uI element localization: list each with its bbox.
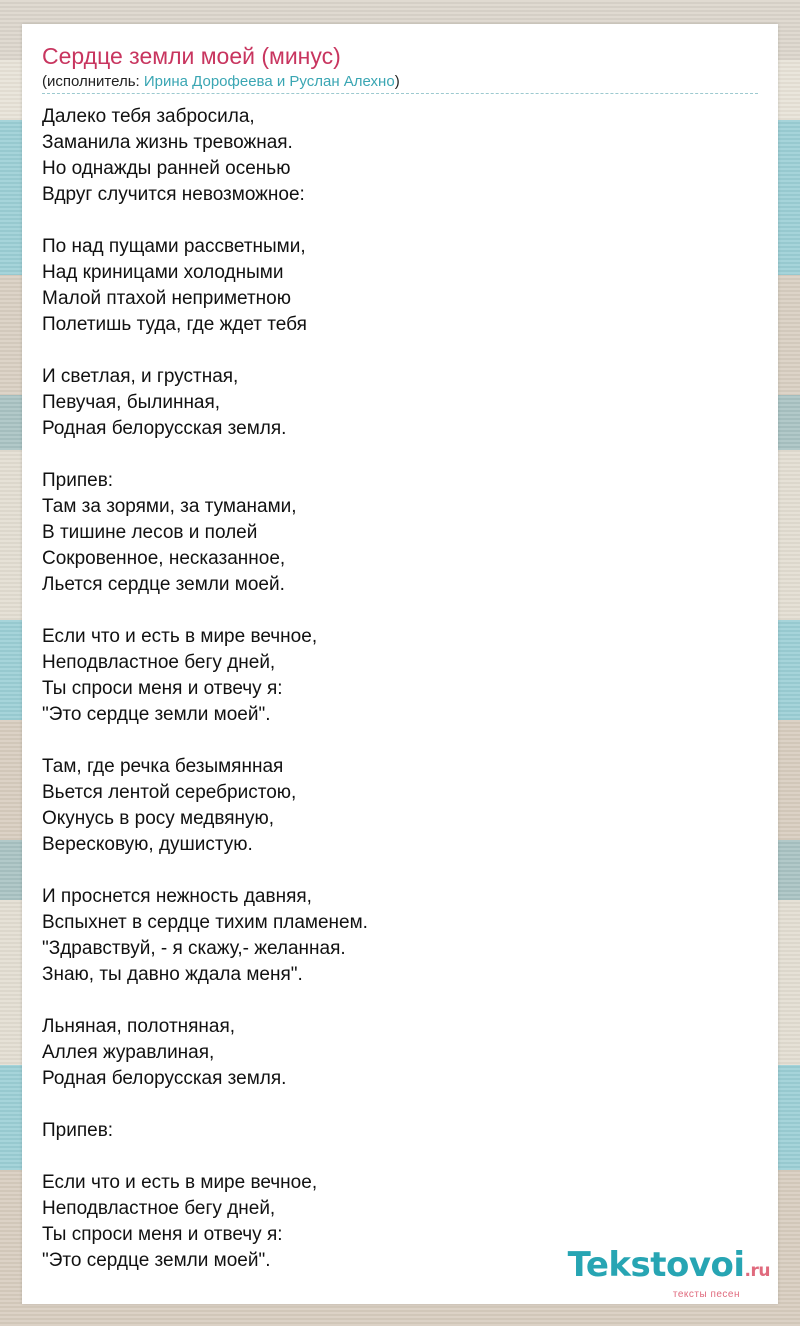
lyric-line: Там за зорями, за туманами, bbox=[42, 496, 297, 517]
lyric-line: Неподвластное бегу дней, bbox=[42, 652, 276, 673]
lyric-line: Если что и есть в мире вечное, bbox=[42, 626, 318, 647]
performer-line bbox=[42, 73, 758, 94]
lyric-line: Певучая, былинная, bbox=[42, 392, 221, 413]
lyric-line: Льняная, полотняная, bbox=[42, 1016, 236, 1037]
lyric-line: И светлая, и грустная, bbox=[42, 366, 239, 387]
performer-link[interactable]: Ирина Дорофеева и Руслан Алехно bbox=[143, 73, 395, 90]
lyric-line: Вспыхнет в сердце тихим пламенем. bbox=[42, 912, 368, 933]
lyric-line: И проснется нежность давняя, bbox=[42, 886, 312, 907]
lyric-line bbox=[42, 1092, 368, 1118]
site-logo[interactable] bbox=[568, 1247, 770, 1300]
lyric-line: Льется сердце земли моей. bbox=[42, 574, 285, 595]
lyric-line: "Это сердце земли моей". bbox=[42, 1250, 271, 1271]
lyric-line: Там, где речка безымянная bbox=[42, 756, 284, 777]
performer-suffix: ) bbox=[394, 73, 400, 90]
lyrics-text bbox=[42, 104, 368, 1274]
song-title: Сердце земли моей (минус) bbox=[42, 43, 341, 69]
lyric-line: Аллея журавлиная, bbox=[42, 1042, 215, 1063]
lyric-line bbox=[42, 598, 368, 624]
lyric-line: По над пущами рассветными, bbox=[42, 236, 306, 257]
lyric-line: Припев: bbox=[42, 1120, 114, 1141]
logo-tld: .ru bbox=[744, 1261, 770, 1281]
lyric-line: Ты спроси меня и отвечу я: bbox=[42, 1224, 283, 1245]
lyric-line bbox=[42, 1144, 368, 1170]
lyric-line: Заманила жизнь тревожная. bbox=[42, 132, 293, 153]
lyric-line: Вдруг случится невозможное: bbox=[42, 184, 305, 205]
lyric-line: Родная белорусская земля. bbox=[42, 418, 287, 439]
logo-tagline: тексты песен bbox=[672, 1289, 740, 1300]
lyric-line: Неподвластное бегу дней, bbox=[42, 1198, 276, 1219]
logo-name: Tekstovoi bbox=[567, 1245, 745, 1285]
lyric-line: Вьется лентой серебристою, bbox=[42, 782, 297, 803]
lyric-line bbox=[42, 728, 368, 754]
lyric-line: Ты спроси меня и отвечу я: bbox=[42, 678, 283, 699]
lyric-line: Родная белорусская земля. bbox=[42, 1068, 287, 1089]
lyric-line: В тишине лесов и полей bbox=[42, 522, 258, 543]
lyric-line: Знаю, ты давно ждала меня". bbox=[42, 964, 303, 985]
lyric-line: Но однажды ранней осенью bbox=[42, 158, 291, 179]
lyric-line bbox=[42, 858, 368, 884]
lyric-line bbox=[42, 338, 368, 364]
lyric-line: "Здравствуй, - я скажу,- желанная. bbox=[42, 938, 346, 959]
performer-prefix: (исполнитель: bbox=[42, 73, 144, 90]
lyric-line: Малой птахой неприметною bbox=[42, 288, 291, 309]
lyric-line bbox=[42, 208, 368, 234]
lyric-line: Припев: bbox=[42, 470, 114, 491]
lyrics-page bbox=[22, 24, 778, 1304]
lyric-line: "Это сердце земли моей". bbox=[42, 704, 271, 725]
lyric-line: Окунусь в росу медвяную, bbox=[42, 808, 275, 829]
lyric-line bbox=[42, 442, 368, 468]
lyric-line: Сокровенное, несказанное, bbox=[42, 548, 286, 569]
lyric-line: Полетишь туда, где ждет тебя bbox=[42, 314, 307, 335]
lyric-line: Вересковую, душистую. bbox=[42, 834, 253, 855]
lyric-line: Над криницами холодными bbox=[42, 262, 284, 283]
lyric-line bbox=[42, 988, 368, 1014]
lyric-line: Если что и есть в мире вечное, bbox=[42, 1172, 318, 1193]
lyric-line: Далеко тебя забросила, bbox=[42, 106, 255, 127]
